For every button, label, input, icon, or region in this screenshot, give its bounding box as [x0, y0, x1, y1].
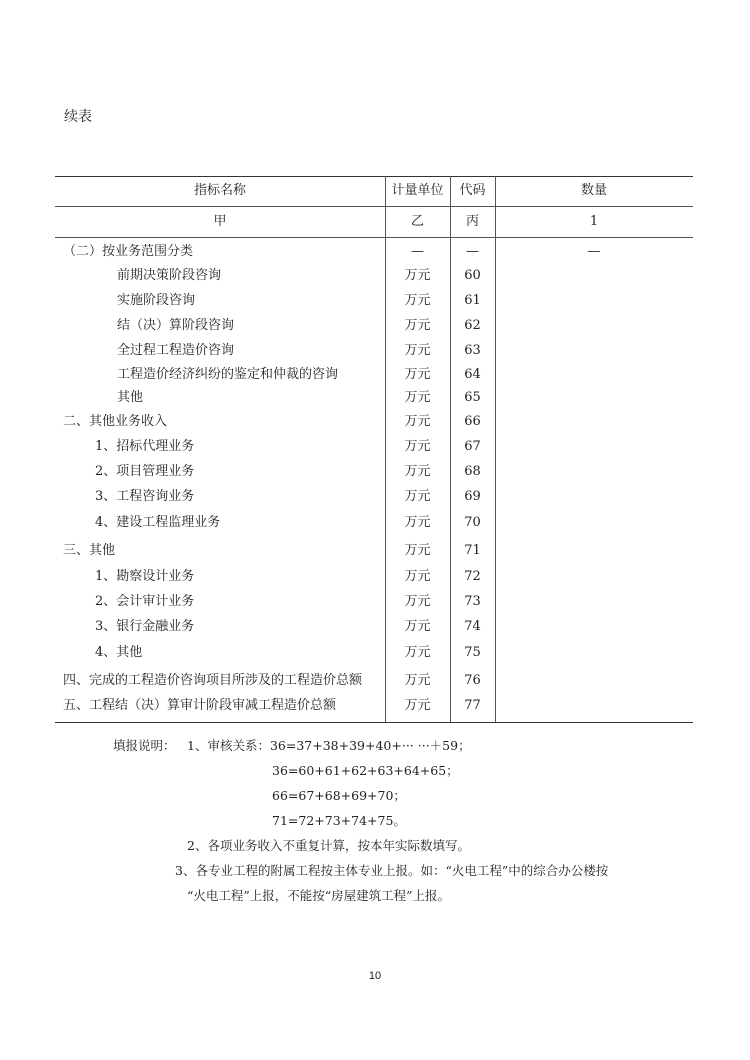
row-unit: 万元	[404, 698, 431, 713]
note-2: 2、各项业务收入不重复计算，按本年实际数填写。	[187, 838, 470, 853]
row-code: 65	[464, 390, 481, 405]
row-name: 3、工程咨询业务	[95, 489, 195, 504]
row-name: 结（决）算阶段咨询	[117, 318, 235, 333]
row-qty: —	[587, 244, 601, 259]
row-name: 2、项目管理业务	[95, 464, 195, 479]
header-qty: 数量	[580, 183, 607, 198]
table-row	[55, 343, 693, 363]
row-code: 71	[464, 543, 481, 558]
table-row	[55, 543, 693, 563]
table-row	[55, 268, 693, 288]
row-unit: 万元	[404, 619, 431, 634]
table-row	[55, 464, 693, 484]
note-1d: 71=72+73+74+75。	[272, 813, 406, 828]
row-code: —	[466, 244, 479, 259]
row-code: 72	[464, 569, 481, 584]
row-name: 1、勘察设计业务	[95, 569, 195, 584]
note-1b: 36=60+61+62+63+64+65；	[272, 763, 459, 778]
row-code: 68	[464, 464, 481, 479]
row-unit: 万元	[404, 293, 431, 308]
table-row	[55, 414, 693, 434]
row-name: 其他	[117, 390, 144, 405]
row-unit: 万元	[404, 318, 431, 333]
row-code: 73	[464, 594, 481, 609]
row-code: 75	[464, 645, 481, 660]
header-code: 代码	[459, 183, 486, 198]
table-row	[55, 390, 693, 410]
row-code: 64	[464, 367, 481, 382]
row-name: 二、其他业务收入	[63, 414, 168, 429]
row-code: 76	[464, 673, 481, 688]
notes-title: 填报说明：	[113, 738, 176, 753]
row-code: 61	[464, 293, 481, 308]
row-unit: 万元	[404, 543, 431, 558]
row-name: 前期决策阶段咨询	[117, 268, 222, 283]
row-code: 77	[464, 698, 481, 713]
row-unit: 万元	[404, 414, 431, 429]
row-name: 全过程工程造价咨询	[117, 343, 235, 358]
row-code: 70	[464, 515, 481, 530]
table-row	[55, 515, 693, 535]
table-row	[55, 569, 693, 589]
row-name: 1、招标代理业务	[95, 439, 195, 454]
subheader-unit: 乙	[410, 214, 424, 229]
subheader-qty: 1	[589, 214, 599, 229]
row-code: 74	[464, 619, 481, 634]
page-number: 10	[368, 970, 382, 982]
row-unit: —	[411, 244, 424, 259]
note-1a: 1、审核关系：36=37+38+39+40+··· ···＋59；	[187, 738, 471, 753]
table-row	[55, 293, 693, 313]
row-code: 60	[464, 268, 481, 283]
table-row	[55, 367, 693, 387]
table-top-rule	[55, 176, 693, 177]
continued-label: 续表	[64, 109, 92, 125]
note-3b: “火电工程”上报，不能按“房屋建筑工程”上报。	[187, 888, 451, 903]
table-row	[55, 594, 693, 614]
row-unit: 万元	[404, 268, 431, 283]
row-unit: 万元	[404, 673, 431, 688]
row-unit: 万元	[404, 569, 431, 584]
header-name: 指标名称	[193, 183, 246, 198]
row-name: 四、完成的工程造价咨询项目所涉及的工程造价总额	[63, 673, 363, 688]
subheader-rule	[55, 237, 693, 238]
table-row	[55, 489, 693, 509]
row-code: 62	[464, 318, 481, 333]
row-unit: 万元	[404, 439, 431, 454]
row-unit: 万元	[404, 594, 431, 609]
row-name: 2、会计审计业务	[95, 594, 195, 609]
row-code: 66	[464, 414, 481, 429]
table-row	[55, 244, 693, 264]
note-3a: 3、各专业工程的附属工程按主体专业上报。如：“火电工程”中的综合办公楼按	[175, 863, 609, 878]
row-unit: 万元	[404, 515, 431, 530]
row-unit: 万元	[404, 343, 431, 358]
table-row	[55, 698, 693, 718]
row-name: （二）按业务范围分类	[63, 244, 194, 259]
row-name: 4、建设工程监理业务	[95, 515, 221, 530]
row-name: 工程造价经济纠纷的鉴定和仲裁的咨询	[117, 367, 339, 382]
row-unit: 万元	[404, 367, 431, 382]
row-code: 63	[464, 343, 481, 358]
table-row	[55, 439, 693, 459]
table-bottom-rule	[55, 722, 693, 723]
row-unit: 万元	[404, 645, 431, 660]
header-unit: 计量单位	[391, 183, 444, 198]
subheader-code: 丙	[465, 214, 479, 229]
row-name: 4、其他	[95, 645, 143, 660]
row-name: 实施阶段咨询	[117, 293, 196, 308]
table-row	[55, 318, 693, 338]
row-code: 67	[464, 439, 481, 454]
note-1c: 66=67+68+69+70；	[272, 788, 406, 803]
row-unit: 万元	[404, 390, 431, 405]
row-name: 三、其他	[63, 543, 116, 558]
table-row	[55, 619, 693, 639]
table-row	[55, 645, 693, 665]
row-name: 五、工程结（决）算审计阶段审减工程造价总额	[63, 698, 337, 713]
row-unit: 万元	[404, 489, 431, 504]
row-unit: 万元	[404, 464, 431, 479]
table-row	[55, 673, 693, 693]
row-name: 3、银行金融业务	[95, 619, 195, 634]
subheader-name: 甲	[213, 214, 227, 229]
row-code: 69	[464, 489, 481, 504]
header-rule	[55, 206, 693, 207]
